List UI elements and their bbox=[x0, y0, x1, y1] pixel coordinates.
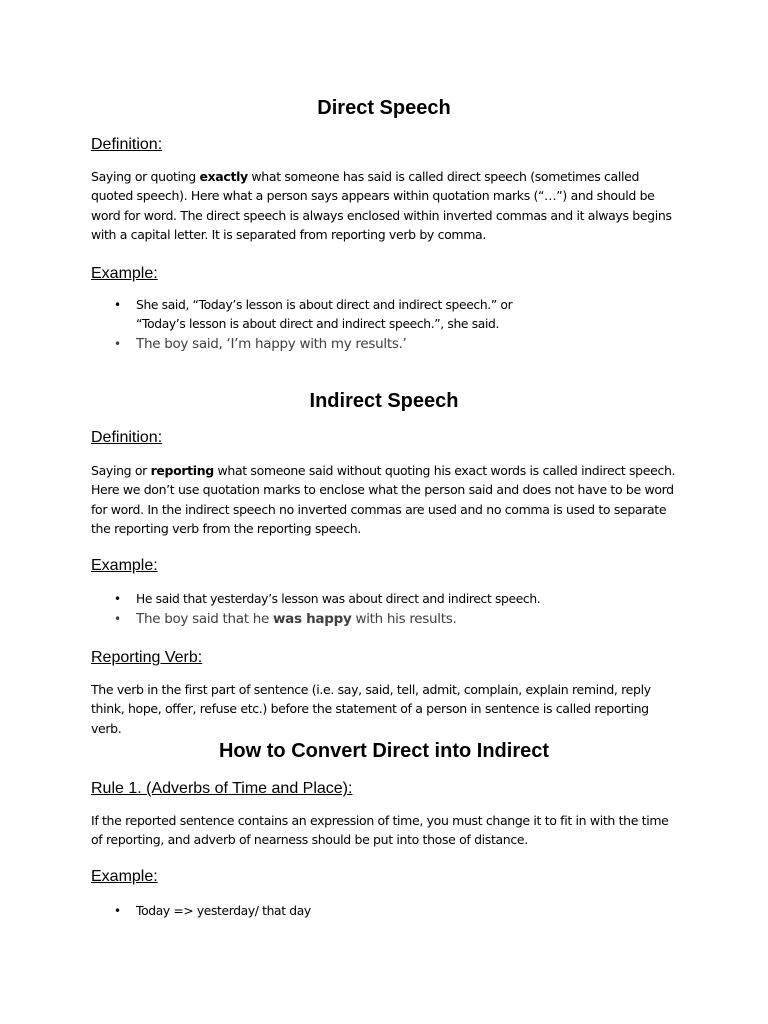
list-item bbox=[0, 590, 676, 609]
direct-definition-heading: Definition: bbox=[91, 136, 163, 153]
indirect-example-2-pre: The boy said that he bbox=[136, 611, 273, 627]
indirect-definition-bold: reporting bbox=[150, 463, 214, 478]
direct-example-heading: Example: bbox=[91, 265, 158, 282]
direct-example-2: The boy said, ‘I’m happy with my results.’ bbox=[136, 336, 407, 352]
reporting-verb-text: The verb in the first part of sentence (i.e. say, said, tell, admit, complain, explain remind, reply think, hope, offer, refuse etc.) before the statement of a person in sentence is called reporting verb. bbox=[91, 682, 651, 736]
convert-example-list bbox=[0, 902, 676, 921]
bullet-icon: • bbox=[114, 592, 121, 606]
indirect-example-heading: Example: bbox=[91, 557, 158, 574]
convert-example-heading: Example: bbox=[91, 868, 158, 885]
direct-example-1-line2: “Today’s lesson is about direct and indirect speech.”, she said. bbox=[136, 317, 500, 331]
list-item bbox=[0, 296, 676, 334]
rule1-heading: Rule 1. (Adverbs of Time and Place): bbox=[91, 780, 353, 797]
bullet-icon: • bbox=[114, 298, 121, 312]
bullet-icon: • bbox=[114, 337, 121, 351]
indirect-example-2-bold: was happy bbox=[273, 611, 352, 627]
convert-example-1: Today => yesterday/ that day bbox=[136, 904, 311, 918]
indirect-example-list bbox=[0, 590, 676, 629]
indirect-definition-post: what someone said without quoting his exact words is called indirect speech. Here we don’t use quotation marks to enclose what the person said and does not have to be word for word. In the indirect speech no inverted commas are used and no comma is used to separate the reporting verb from the reporting speech. bbox=[91, 463, 676, 536]
direct-definition-post: what someone has said is called direct speech (sometimes called quoted speech). Here what a person says appears within quotation marks (“…”) and should be word for word. The direct speech is always enclosed within inverted commas and it always begins with a capital letter. It is separated from reporting verb by comma. bbox=[91, 169, 672, 242]
indirect-speech-title: Indirect Speech bbox=[309, 390, 459, 412]
rule1-text: If the reported sentence contains an expression of time, you must change it to fit in with the time of reporting, and adverb of nearness should be put into those of distance. bbox=[91, 813, 669, 848]
indirect-example-1: He said that yesterday’s lesson was about direct and indirect speech. bbox=[136, 592, 541, 606]
list-item bbox=[0, 334, 676, 354]
direct-definition-text bbox=[91, 167, 681, 244]
bullet-icon: • bbox=[114, 904, 121, 918]
bullet-icon: • bbox=[114, 612, 121, 626]
direct-example-list bbox=[0, 296, 676, 354]
convert-title: How to Convert Direct into Indirect bbox=[218, 740, 550, 762]
direct-example-1-line1: She said, “Today’s lesson is about direct and indirect speech.” or bbox=[136, 298, 513, 312]
direct-definition-bold: exactly bbox=[199, 169, 248, 184]
direct-definition-pre: Saying or quoting bbox=[91, 169, 200, 184]
reporting-verb-heading: Reporting Verb: bbox=[91, 649, 203, 666]
indirect-definition-text bbox=[91, 461, 681, 538]
list-item bbox=[0, 902, 676, 921]
direct-speech-title: Direct Speech bbox=[317, 97, 451, 119]
indirect-example-2-post: with his results. bbox=[351, 611, 457, 627]
indirect-definition-heading: Definition: bbox=[91, 429, 163, 446]
list-item bbox=[0, 609, 676, 629]
indirect-definition-pre: Saying or bbox=[91, 463, 151, 478]
